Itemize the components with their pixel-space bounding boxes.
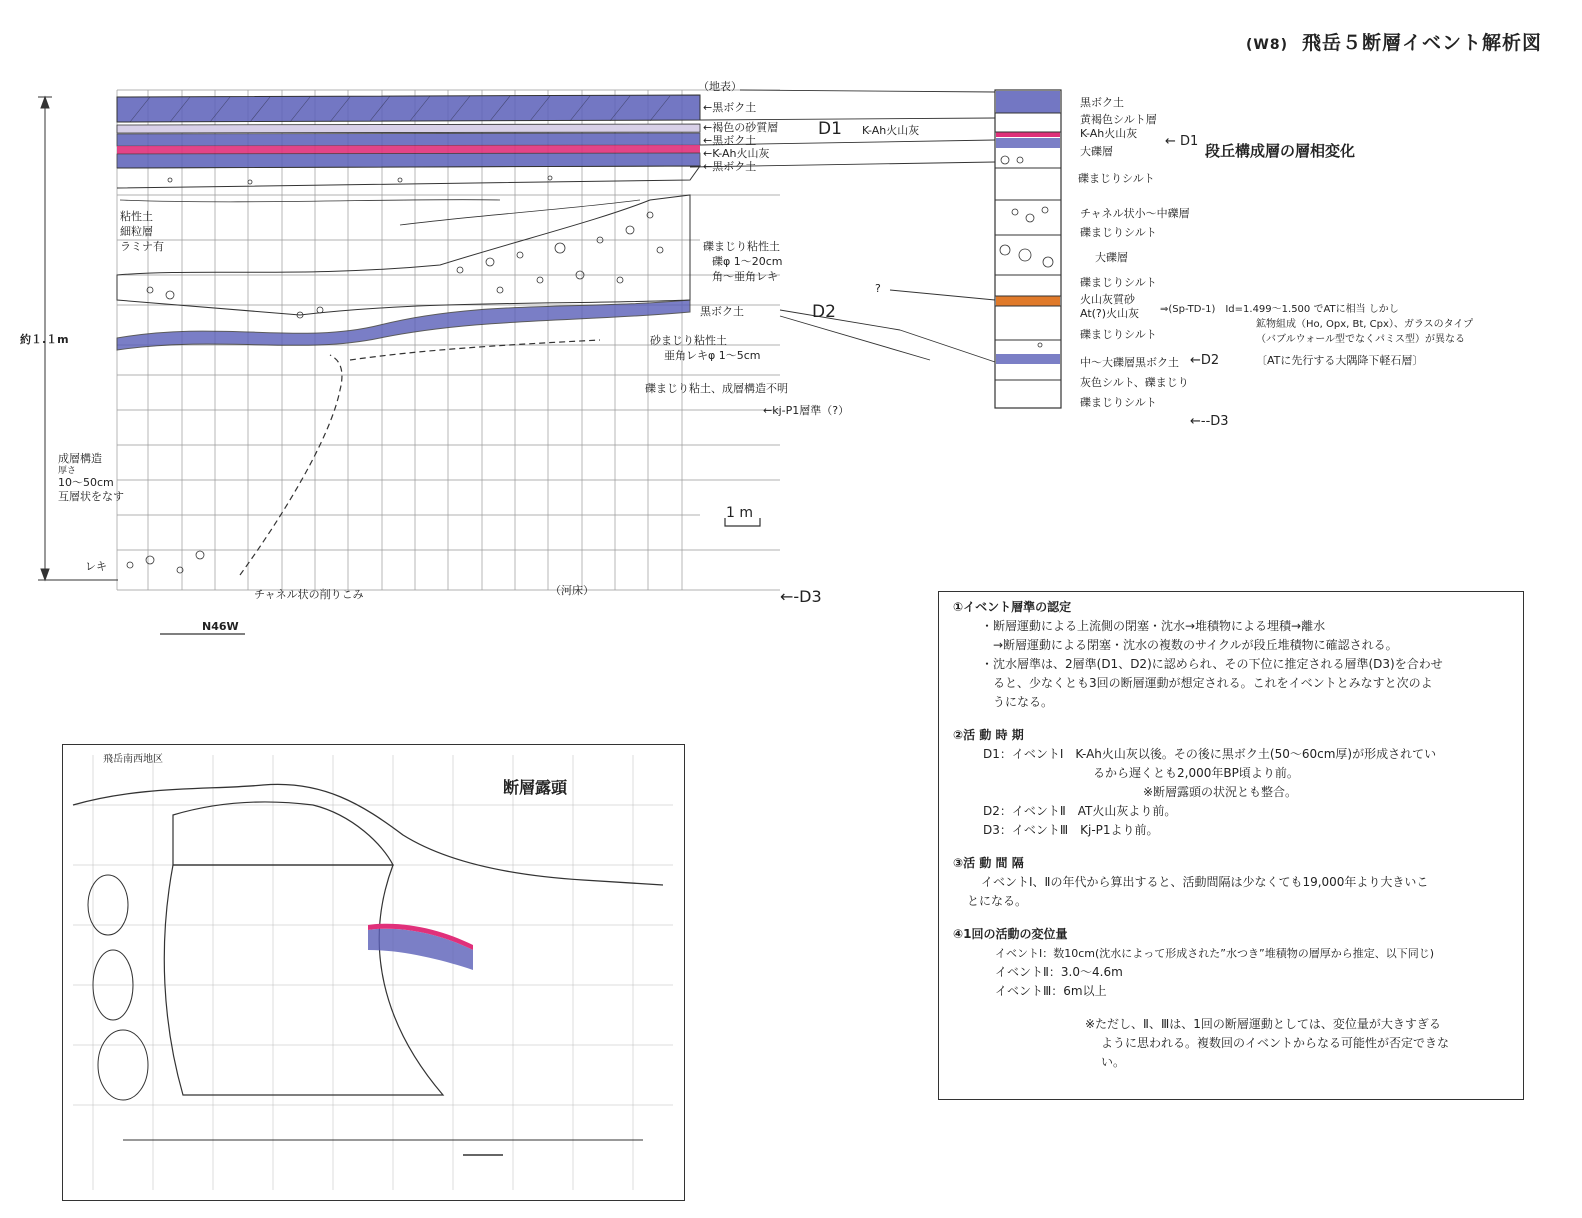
stratified-label-2: 厚さ <box>58 466 77 476</box>
gravel-clay-label-1: 礫まじり粘性土 <box>703 240 780 253</box>
col-layer-10: At(?)火山灰 <box>1080 307 1140 320</box>
kuroboku-label-4: 黒ボク土 <box>700 305 744 318</box>
at-note-2: 鉱物組成（Ho, Opx, Bt, Cpx）、ガラスのタイプ <box>1256 319 1474 330</box>
scale-label: 1 m <box>726 505 753 521</box>
summary-box <box>938 591 1524 1100</box>
outcrop-sketch <box>62 744 685 1201</box>
brown-sand-label: ←褐色の砂質層 <box>703 121 779 134</box>
sand-clay-label-1: 砂まじり粘性土 <box>650 334 727 347</box>
gravel-unknown-label: 礫まじり粘土、成層構造不明 <box>645 382 788 395</box>
col-layer-8: 礫まじりシルト <box>1080 276 1157 289</box>
unclear-label: ? <box>875 282 881 295</box>
clay-label-1: 粘性土 <box>120 210 153 223</box>
at-note-4: 〔ATに先行する大隅降下軽石層〕 <box>1256 354 1424 367</box>
summary-s4-l6: い。 <box>1101 1055 1126 1069</box>
summary-s2-title: ②活 動 時 期 <box>953 728 1024 742</box>
summary-s4-l1: イベントⅠ：数10cm(沈水によって形成された”水つき”堆積物の層厚から推定、以下同じ) <box>995 947 1434 960</box>
col-layer-6: 礫まじりシルト <box>1080 226 1157 239</box>
kuroboku-label-3: ←黒ボク土 <box>703 160 757 173</box>
col-layer-5: チャネル状小～中礫層 <box>1080 207 1190 220</box>
clay-label-3: ラミナ有 <box>120 240 164 253</box>
orange-layer <box>996 296 1060 306</box>
summary-s4-l4: ※ただし、Ⅱ、Ⅲは、1回の断層運動としては、変位量が大きすぎる <box>1085 1017 1441 1031</box>
channel-label: チャネル状の削りこみ <box>254 588 364 601</box>
summary-s4-title: ④1回の活動の変位量 <box>953 927 1068 941</box>
col-layer-13: 灰色シルト、礫まじり <box>1080 376 1189 389</box>
col-d1: ← D1 <box>1165 134 1199 149</box>
summary-s1-l5: うになる。 <box>993 695 1054 709</box>
summary-s4-l3: イベントⅢ：6m以上 <box>995 984 1107 998</box>
d2-label: D2 <box>812 302 836 322</box>
gravel-clay-label-3: 角～亜角レキ <box>712 270 778 283</box>
summary-s2-l2: るから遅くとも2,000年BP頃より前。 <box>1093 766 1299 780</box>
at-note-1: ⇒(Sp-TD-1) Id=1.499～1.500 でATに相当 しかし <box>1160 304 1399 315</box>
col-layer-7: 大礫層 <box>1095 251 1128 264</box>
summary-s3-l2: とになる。 <box>967 894 1028 908</box>
outcrop-title: 断層露頭 <box>503 778 568 797</box>
figure-code: (W8) <box>1246 37 1288 53</box>
summary-s1-l1: ・断層運動による上流側の閉塞・沈水→堆積物による埋積→離水 <box>981 619 1326 633</box>
summary-s1-l3: ・沈水層準は、2層準(D1、D2)に認められ、その下位に推定される層準(D3)を合わせ <box>981 657 1443 671</box>
col-layer-14: 礫まじりシルト <box>1080 396 1157 409</box>
summary-s4-l5: ように思われる。複数回のイベントからなる可能性が否定できな <box>1101 1036 1450 1050</box>
kuroboku-label-1: ←黒ボク土 <box>703 101 757 114</box>
d1-label: D1 <box>818 119 842 139</box>
col-layer-3: 大礫層 <box>1080 145 1113 158</box>
col-layer-11: 礫まじりシルト <box>1080 328 1157 341</box>
kah-note-label: K-Ah火山灰 <box>862 124 920 137</box>
col-d2: ←D2 <box>1190 353 1220 368</box>
surface-label: （地表） <box>698 80 742 93</box>
d3-label: ←-D3 <box>780 587 822 606</box>
stratified-label-3: 10～50cm <box>58 476 114 489</box>
summary-s4-l2: イベントⅡ：3.0～4.6m <box>995 965 1123 979</box>
summary-s2-l3: ※断層露頭の状況とも整合。 <box>1143 785 1298 799</box>
sand-clay-label-2: 亜角レキφ 1～5cm <box>664 349 761 362</box>
at-note-3: （バブルウォール型でなくパミス型）が異なる <box>1256 334 1465 345</box>
summary-s1-l2: →断層運動による閉塞・沈水の複数のサイクルが段丘堆積物に確認される。 <box>993 638 1398 652</box>
strat-column <box>995 90 1061 408</box>
col-layer-0: 黒ボク土 <box>1080 96 1124 109</box>
col-layer-2: K-Ah火山灰 <box>1080 127 1138 140</box>
kuroboku-label-2: ←黒ボク土 <box>703 134 757 147</box>
kjp1-label: ←kj-P1層準（?） <box>763 404 850 417</box>
summary-s3-title: ③活 動 間 隔 <box>953 856 1024 870</box>
figure-title: 飛岳５断層イベント解析図 <box>1301 32 1542 54</box>
outcrop-drawing <box>63 745 683 1199</box>
riverbed-label: （河床） <box>550 584 594 597</box>
kah-label: ←K-Ah火山灰 <box>703 147 770 160</box>
summary-s1-l4: ると、少なくとも3回の断層運動が想定される。これをイベントとみなすと次のよ <box>993 676 1433 690</box>
stratified-label-4: 互層状をなす <box>58 490 124 503</box>
col-layer-1: 黄褐色シルト層 <box>1080 113 1157 126</box>
rekki-label: レキ <box>85 560 107 573</box>
col-layer-9: 火山灰質砂 <box>1080 293 1135 306</box>
stratified-label-1: 成層構造 <box>58 452 102 465</box>
summary-s1-title: ①イベント層準の認定 <box>953 600 1072 614</box>
channel-line <box>240 355 342 575</box>
north-label: N46W <box>202 620 239 633</box>
col-layer-4: 礫まじりシルト <box>1078 172 1155 185</box>
col-layer-12: 中～大礫層黒ボク土 <box>1080 356 1179 369</box>
clay-label-2: 細粒層 <box>120 225 153 238</box>
col-d3: ←--D3 <box>1190 414 1229 429</box>
height-label: 約１.１m <box>20 333 69 346</box>
gravel-clay-label-2: 礫φ 1～20cm <box>712 255 783 268</box>
kah-layer <box>117 145 700 154</box>
outcrop-caption: 飛岳南西地区 <box>103 754 163 765</box>
summary-s3-l1: イベントⅠ、Ⅱの年代から算出すると、活動間隔は少なくても19,000年より大きいこ <box>981 875 1429 889</box>
summary-s2-l1: D1：イベントⅠ K-Ah火山灰以後。その後に黒ボク土(50～60cm厚)が形成されてい <box>983 747 1437 761</box>
summary-s2-l4: D2：イベントⅡ AT火山灰より前。 <box>983 804 1177 818</box>
summary-s2-l5: D3：イベントⅢ Kj-P1より前。 <box>983 823 1159 837</box>
column-title: 段丘構成層の層相変化 <box>1205 142 1356 160</box>
